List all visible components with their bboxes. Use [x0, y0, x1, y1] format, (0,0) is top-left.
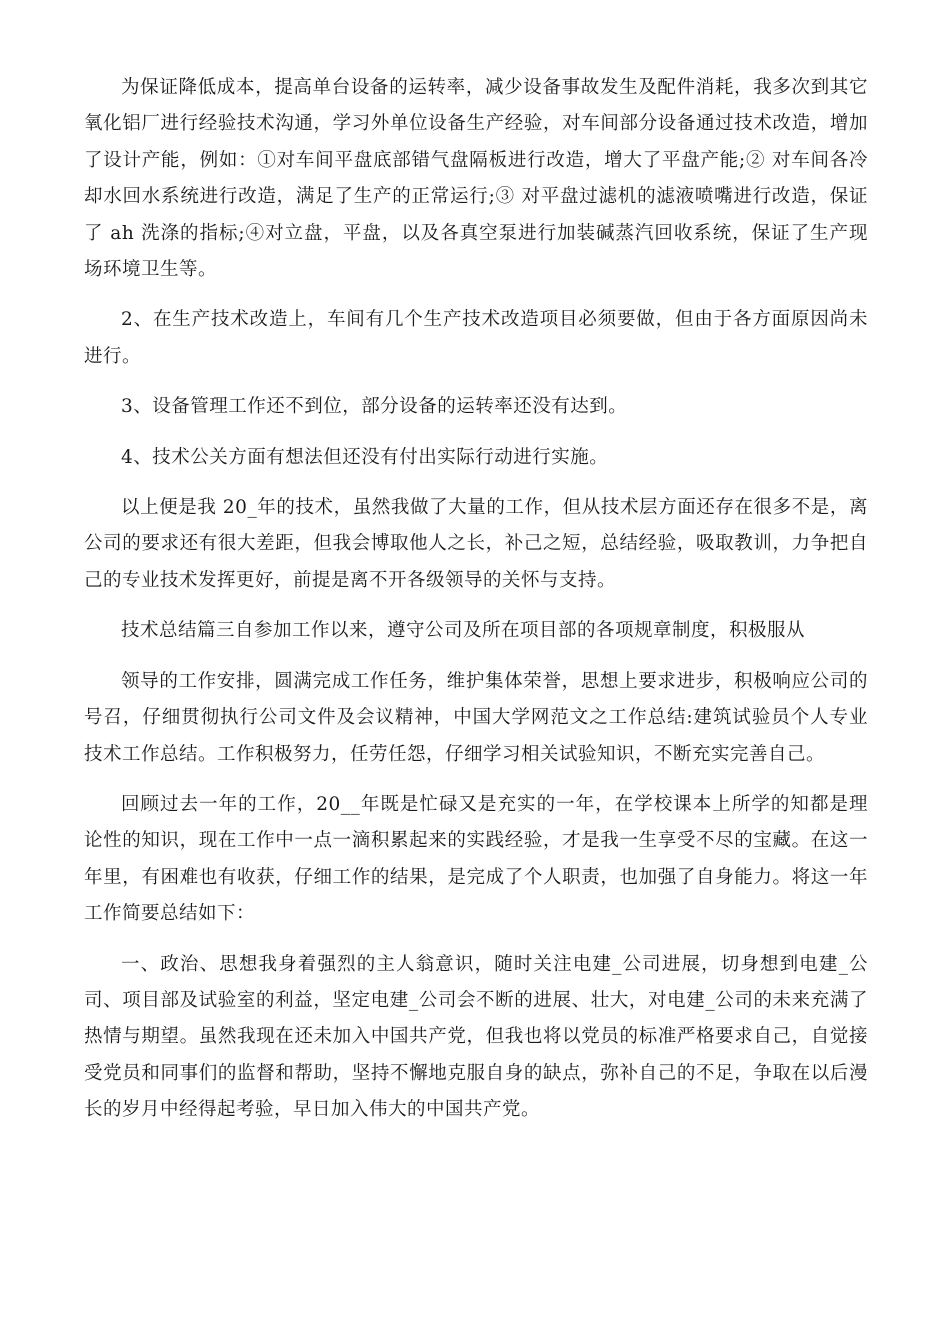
paragraph-political-thought: 一、政治、思想我身着强烈的主人翁意识，随时关注电建_公司进展，切身想到电建_公司、项目部及试验室的利益，坚定电建_公司会不断的进展、壮大，对电建_公司的未来充满了热情与期望。虽然我现在还未加入中国共产党，但我也将以党员的标准严格要求自己，自觉接受党员和同事们的监督和帮助，坚持不懈地克服自身的缺点，弥补自己的不足，争取在以后漫长的岁月中经得起考验，早日加入伟大的中国共产党。	[84, 953, 868, 1121]
paragraph-item-4: 4、技术公关方面有想法但还没有付出实际行动进行实施。	[121, 446, 609, 468]
paragraph-equipment-improvements: 为保证降低成本，提高单台设备的运转率，减少设备事故发生及配件消耗，我多次到其它氧化铝厂进行经验技术沟通，学习外单位设备生产经验，对车间部分设备通过技术改造，增加了设计产能，例如：①对车间平盘底部错气盘隔板进行改造，增大了平盘产能;② 对车间各冷却水回水系统进行改造，满足了生产的正常运行;③ 对平盘过滤机的滤液喷嘴进行改造，保证了 ah 洗涤的指标;④对立盘，平盘，以及各真空泵进行加装碱蒸汽回收系统，保证了生产现场环境卫生等。	[84, 77, 868, 281]
paragraph-work-attitude: 领导的工作安排，圆满完成工作任务，维护集体荣誉，思想上要求进步，积极响应公司的号召，仔细贯彻执行公司文件及会议精神，中国大学网范文之工作总结:建筑试验员个人专业技术工作总结。工作积极努力，任劳任怨，仔细学习相关试验知识，不断充实完善自己。	[84, 670, 868, 765]
document-page	[84, 70, 868, 1143]
paragraph-part-three-intro: 技术总结篇三自参加工作以来，遵守公司及所在项目部的各项规章制度，积极服从	[121, 620, 806, 642]
paragraph-item-3: 3、设备管理工作还不到位，部分设备的运转率还没有达到。	[121, 396, 628, 418]
paragraph-year-review: 回顾过去一年的工作，20__年既是忙碌又是充实的一年，在学校课本上所学的知都是理论性的知识，现在工作中一点一滴积累起来的实践经验，才是我一生享受不尽的宝藏。在这一年里，有困难也有收获，仔细工作的结果，是完成了个人职责，也加强了自身能力。将这一年工作简要总结如下：	[84, 793, 868, 925]
paragraph-summary: 以上便是我 20_年的技术，虽然我做了大量的工作，但从技术层方面还存在很多不是，离公司的要求还有很大差距，但我会博取他人之长，补己之短，总结经验，吸取教训，力争把自己的专业技术发挥更好，前提是离不开各级领导的关怀与支持。	[84, 497, 868, 591]
paragraph-item-2: 2、在生产技术改造上，车间有几个生产技术改造项目必须要做，但由于各方面原因尚未进行。	[84, 309, 868, 367]
